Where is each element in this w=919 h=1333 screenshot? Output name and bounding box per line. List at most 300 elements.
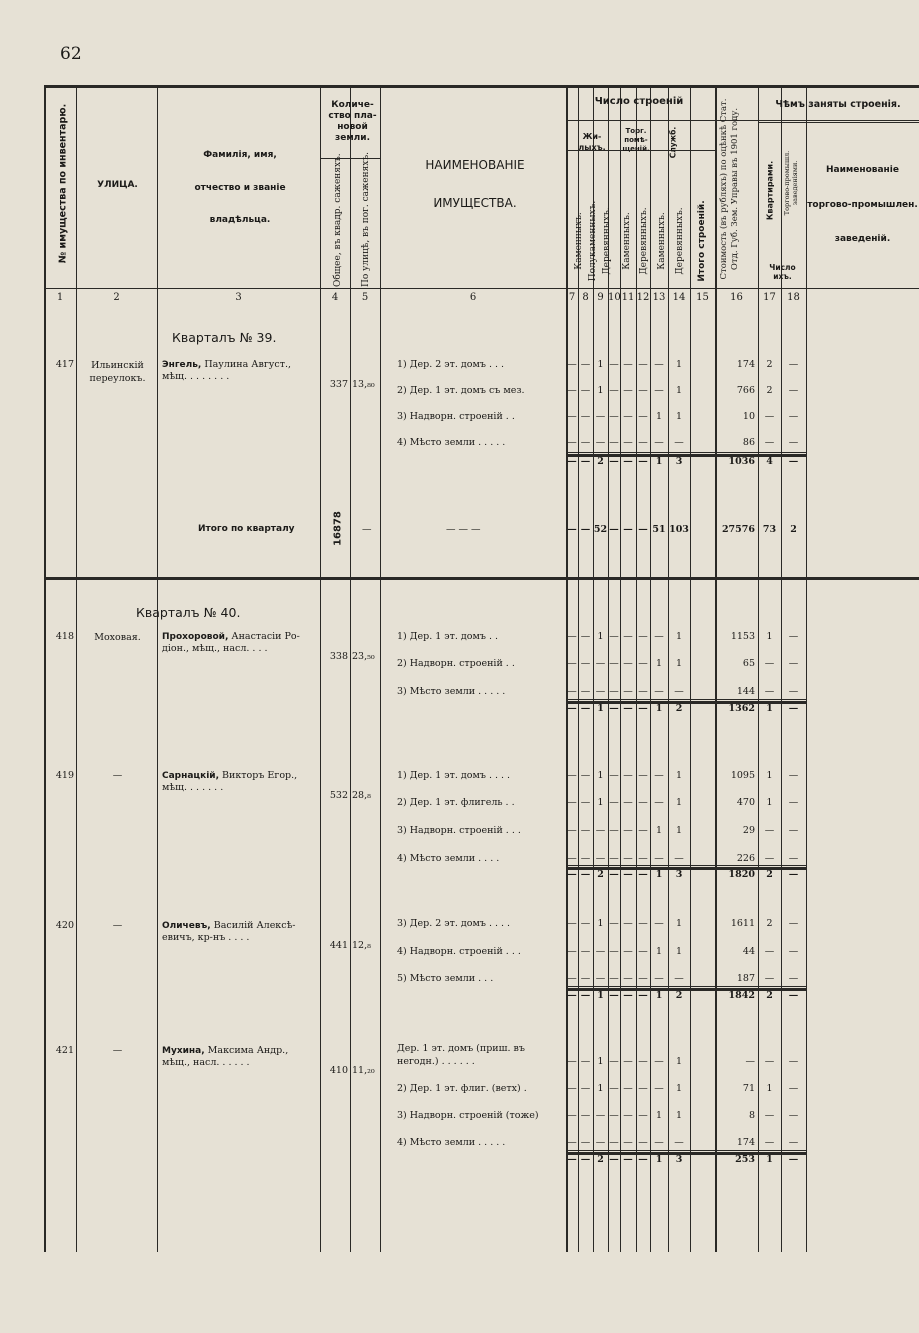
row-r420-item-c8: — bbox=[580, 973, 591, 984]
row-r419-item-c9: — bbox=[595, 853, 606, 864]
row-r417-item-name: 2) Дер. 1 эт. домъ съ мез. bbox=[397, 385, 525, 396]
row-r421-total-c10: — bbox=[609, 1154, 619, 1165]
row-r420-item-c7: — bbox=[567, 946, 577, 957]
quarter-total-land-street: — bbox=[362, 524, 372, 535]
row-r420-number: 420 bbox=[55, 920, 74, 931]
header-c16: Квартирами. bbox=[765, 160, 775, 221]
row-r417-item-c11: — bbox=[623, 437, 633, 448]
column-number: 4 bbox=[331, 292, 339, 303]
row-r419-item-c8: — bbox=[580, 853, 591, 864]
row-r418-item-c8: — bbox=[580, 686, 591, 697]
row-r418-item-c11: — bbox=[623, 631, 633, 642]
header-c18-b: торгово-промышлен. bbox=[807, 200, 918, 210]
grid-line bbox=[320, 85, 321, 1252]
row-r417-street: Ильинскій переулокъ. bbox=[89, 360, 146, 384]
row-r421-item-c16: — bbox=[764, 1110, 775, 1121]
row-r418-item-c7: — bbox=[567, 658, 577, 669]
row-r418-item-c16: — bbox=[764, 686, 775, 697]
row-r417-item-c8: — bbox=[580, 437, 591, 448]
row-r418-item-c8: — bbox=[580, 631, 591, 642]
owner-given-name: Василій Алексѣ- bbox=[210, 920, 296, 931]
row-r418-total-c8: — bbox=[580, 703, 591, 714]
row-r417-item-c13: — bbox=[654, 359, 664, 370]
row-r417-item-c15: 86 bbox=[742, 437, 755, 448]
row-r420-item-c7: — bbox=[567, 973, 577, 984]
row-r417-item-c8: — bbox=[580, 411, 591, 422]
header-trade: Торг. помѣ-щеній. bbox=[622, 127, 650, 153]
row-r418-number: 418 bbox=[55, 631, 74, 642]
row-r418-total-c12: — bbox=[638, 703, 648, 714]
row-r419-item-c13: — bbox=[654, 770, 664, 781]
row-r418-item-c7: — bbox=[567, 686, 577, 697]
row-r420-item-c10: — bbox=[609, 973, 619, 984]
row-r421-total-c7: — bbox=[567, 1154, 577, 1165]
row-r419-item-c8: — bbox=[580, 797, 591, 808]
row-r420-item-c17: — bbox=[788, 946, 799, 957]
row-r420-item-c7: — bbox=[567, 918, 577, 929]
row-r419-total-c11: — bbox=[623, 869, 633, 880]
row-r418-total-c10: — bbox=[609, 703, 619, 714]
row-r418-item-c10: — bbox=[609, 658, 619, 669]
row-r421-total-c17: — bbox=[788, 1154, 799, 1165]
row-r420-item-name: 5) Мѣсто земли . . . bbox=[397, 973, 494, 984]
row-r419-total-c16: 2 bbox=[766, 869, 773, 880]
row-r421-item-c14: 1 bbox=[675, 1083, 683, 1094]
header-property-a: НАИМЕНОВАНІЕ bbox=[425, 158, 525, 172]
header-c14: Итого строеній. bbox=[697, 200, 707, 282]
header-land-total: Общее, въ квадр. саженяхъ. bbox=[333, 153, 343, 287]
row-r420-street: — bbox=[112, 920, 123, 931]
row-r418-item-c8: — bbox=[580, 658, 591, 669]
row-r418-item-c10: — bbox=[609, 631, 619, 642]
row-r421-total-c8: — bbox=[580, 1154, 591, 1165]
row-r417-item-c9: — bbox=[595, 411, 606, 422]
quarter-total-c15: 27576 bbox=[721, 524, 755, 535]
column-number: 11 bbox=[621, 292, 635, 303]
row-r417-item-name: 3) Надворн. строеній . . bbox=[397, 411, 515, 422]
row-r420-total-c9: 1 bbox=[597, 990, 604, 1001]
quarter-total-c16: 73 bbox=[762, 524, 777, 535]
row-r417-item-c15: 10 bbox=[742, 411, 755, 422]
row-r418-owner bbox=[162, 631, 300, 654]
row-r420-item-c11: — bbox=[623, 973, 633, 984]
row-r417-land-total: 337 bbox=[329, 379, 348, 390]
row-r418-item-c10: — bbox=[609, 686, 619, 697]
row-r418-land-street: 23,₅₀ bbox=[352, 651, 375, 662]
row-r417-item-c8: — bbox=[580, 359, 591, 370]
row-r420-item-c13: 1 bbox=[655, 946, 663, 957]
row-r420-item-c17: — bbox=[788, 918, 799, 929]
row-r418-item-c12: — bbox=[638, 658, 648, 669]
owner-given-name: Анастасіи Ро- bbox=[228, 631, 300, 642]
row-r418-land-total: 338 bbox=[329, 651, 348, 662]
row-r420-item-c10: — bbox=[609, 918, 619, 929]
row-r420-total-c15: 1842 bbox=[728, 990, 755, 1001]
column-number: 12 bbox=[636, 292, 650, 303]
row-r419-street: — bbox=[112, 770, 123, 781]
row-r419-owner bbox=[162, 770, 297, 793]
row-r421-item-c12: — bbox=[638, 1137, 648, 1148]
owner-status: діон., мѣщ., насл. . . . bbox=[162, 643, 268, 654]
row-r419-item-c12: — bbox=[638, 770, 648, 781]
row-r419-item-c14: — bbox=[674, 853, 684, 864]
row-r417-item-c16: — bbox=[764, 437, 775, 448]
row-r419-item-c14: 1 bbox=[675, 770, 683, 781]
row-r419-item-c17: — bbox=[788, 825, 799, 836]
row-r419-total-c17: — bbox=[788, 869, 799, 880]
grid-line bbox=[44, 85, 919, 88]
row-r418-item-c13: — bbox=[654, 631, 664, 642]
owner-given-name: Викторъ Егор., bbox=[219, 770, 298, 781]
row-r420-item-c13: — bbox=[654, 918, 664, 929]
row-r419-item-c9: — bbox=[595, 825, 606, 836]
row-r417-item-c15: 174 bbox=[736, 359, 755, 370]
row-r417-item-c16: 2 bbox=[766, 385, 773, 396]
row-r419-item-c11: — bbox=[623, 825, 633, 836]
row-r417-item-c10: — bbox=[609, 359, 619, 370]
row-r420-item-c11: — bbox=[623, 918, 633, 929]
row-r418-item-c15: 65 bbox=[742, 658, 755, 669]
header-owner-b: отчество и званіе bbox=[194, 183, 286, 193]
row-r420-item-c12: — bbox=[638, 918, 648, 929]
column-number: 16 bbox=[730, 292, 743, 303]
row-r418-item-c14: 1 bbox=[675, 658, 683, 669]
row-r417-land-street: 13,₈₀ bbox=[352, 379, 375, 390]
owner-status: мѣщ. . . . . . . . bbox=[162, 371, 230, 382]
header-c17: Торгово-промышл. заведеніями. bbox=[783, 150, 799, 216]
row-r421-land-total: 410 bbox=[329, 1065, 348, 1076]
row-r418-item-c12: — bbox=[638, 686, 648, 697]
row-r419-total-c12: — bbox=[638, 869, 648, 880]
row-r421-item-c13: — bbox=[654, 1056, 664, 1067]
row-r421-item-name: Дер. 1 эт. домъ (приш. въ негодн.) . . . . . . bbox=[397, 1043, 525, 1067]
row-r419-item-c8: — bbox=[580, 825, 591, 836]
row-r421-street: — bbox=[112, 1045, 123, 1056]
quarter-total-c11: — bbox=[623, 524, 633, 535]
row-r419-item-name: 4) Мѣсто земли . . . . bbox=[397, 853, 500, 864]
row-r419-item-c10: — bbox=[609, 853, 619, 864]
row-r421-item-c11: — bbox=[623, 1056, 633, 1067]
column-number: 6 bbox=[469, 292, 477, 303]
header-occupied-group: Чѣмъ заняты строенія. bbox=[775, 99, 901, 110]
column-number: 14 bbox=[672, 292, 686, 303]
header-c9: Деревянныхъ. bbox=[602, 207, 612, 275]
header-owner-a: Фамилія, имя, bbox=[203, 150, 277, 160]
row-r417-total-c10: — bbox=[609, 456, 619, 467]
row-r419-total-c8: — bbox=[580, 869, 591, 880]
row-r419-item-c15: 29 bbox=[742, 825, 755, 836]
row-r420-item-c12: — bbox=[638, 946, 648, 957]
row-r417-item-c8: — bbox=[580, 385, 591, 396]
row-r418-item-c11: — bbox=[623, 686, 633, 697]
row-r419-total-c7: — bbox=[567, 869, 577, 880]
grid-line bbox=[380, 85, 381, 1252]
row-r421-item-c8: — bbox=[580, 1056, 591, 1067]
row-r419-item-c7: — bbox=[567, 825, 577, 836]
row-r419-item-c10: — bbox=[609, 770, 619, 781]
row-r421-item-c10: — bbox=[609, 1110, 619, 1121]
row-r418-total-c14: 2 bbox=[675, 703, 683, 714]
row-r417-item-c7: — bbox=[567, 385, 577, 396]
row-r419-item-c16: 1 bbox=[766, 797, 773, 808]
row-r421-item-c17: — bbox=[788, 1110, 799, 1121]
row-r421-item-name: 2) Дер. 1 эт. флиг. (ветх) . bbox=[397, 1083, 527, 1094]
row-r417-item-c14: 1 bbox=[675, 385, 683, 396]
header-c8: Полукаменныхъ. bbox=[588, 200, 598, 282]
row-r417-item-c13: 1 bbox=[655, 411, 663, 422]
row-r419-land-total: 532 bbox=[329, 790, 348, 801]
row-r420-land-total: 441 bbox=[329, 940, 348, 951]
row-r421-item-c15: — bbox=[745, 1056, 755, 1067]
grid-line bbox=[758, 122, 919, 123]
row-r421-item-c15: 174 bbox=[736, 1137, 755, 1148]
grid-line bbox=[44, 577, 919, 580]
row-r420-item-c14: 1 bbox=[675, 918, 683, 929]
row-r421-total-c16: 1 bbox=[766, 1154, 773, 1165]
column-number: 9 bbox=[597, 292, 604, 303]
quarter-total-label: Итого по кварталу bbox=[198, 524, 295, 534]
row-r420-item-c16: — bbox=[764, 946, 775, 957]
grid-line bbox=[350, 85, 351, 1252]
row-r419-item-c11: — bbox=[623, 853, 633, 864]
row-r419-item-c15: 470 bbox=[736, 797, 755, 808]
row-r421-number: 421 bbox=[55, 1045, 74, 1056]
column-number: 3 bbox=[235, 292, 242, 303]
row-r421-item-c16: — bbox=[764, 1137, 775, 1148]
row-r418-item-c17: — bbox=[788, 686, 799, 697]
row-r420-item-c8: — bbox=[580, 946, 591, 957]
row-r420-total-c11: — bbox=[623, 990, 633, 1001]
row-r417-total-c13: 1 bbox=[655, 456, 663, 467]
row-r420-item-c16: — bbox=[764, 973, 775, 984]
row-r421-total-c13: 1 bbox=[655, 1154, 663, 1165]
row-r421-item-c10: — bbox=[609, 1137, 619, 1148]
row-r421-total-c9: 2 bbox=[597, 1154, 604, 1165]
row-r417-total-c7: — bbox=[567, 456, 577, 467]
row-r421-item-c10: — bbox=[609, 1083, 619, 1094]
header-buildings-group: Число строеній bbox=[594, 96, 684, 107]
row-r421-item-c13: — bbox=[654, 1083, 664, 1094]
row-r421-item-c7: — bbox=[567, 1083, 577, 1094]
grid-line bbox=[44, 288, 919, 289]
row-r420-item-name: 3) Дер. 2 эт. домъ . . . . bbox=[397, 918, 511, 929]
owner-given-name: Паулина Август., bbox=[201, 359, 292, 370]
row-r418-item-c9: — bbox=[595, 686, 606, 697]
row-r418-item-c14: — bbox=[674, 686, 684, 697]
grid-line bbox=[806, 85, 807, 1252]
row-r421-item-c7: — bbox=[567, 1110, 577, 1121]
row-r420-total-c12: — bbox=[638, 990, 648, 1001]
column-number: 10 bbox=[608, 292, 621, 303]
row-r417-item-c13: — bbox=[654, 437, 664, 448]
row-r417-item-name: 4) Мѣсто земли . . . . . bbox=[397, 437, 506, 448]
row-r419-total-c10: — bbox=[609, 869, 619, 880]
row-r417-total-c8: — bbox=[580, 456, 591, 467]
row-r417-item-c13: — bbox=[654, 385, 664, 396]
row-r418-item-c16: 1 bbox=[766, 631, 773, 642]
row-r419-number: 419 bbox=[55, 770, 74, 781]
row-r417-item-c11: — bbox=[623, 385, 633, 396]
row-r421-item-c16: 1 bbox=[766, 1083, 773, 1094]
row-r418-total-c15: 1362 bbox=[728, 703, 755, 714]
header-service: Служб. bbox=[668, 126, 678, 159]
row-r421-item-c8: — bbox=[580, 1137, 591, 1148]
block-title-40: Кварталъ № 40. bbox=[136, 605, 241, 620]
row-r421-total-c12: — bbox=[638, 1154, 648, 1165]
quarter-total-c8: — bbox=[580, 524, 591, 535]
row-r421-item-c16: — bbox=[764, 1056, 775, 1067]
owner-surname: Энгель, bbox=[162, 360, 202, 370]
row-r420-item-c15: 187 bbox=[736, 973, 755, 984]
row-r421-land-street: 11,₂₀ bbox=[352, 1065, 375, 1076]
grid-line bbox=[157, 85, 158, 1252]
row-r419-item-c15: 1095 bbox=[730, 770, 755, 781]
row-r419-item-c17: — bbox=[788, 797, 799, 808]
header-c7: Каменныхъ. bbox=[574, 212, 584, 270]
row-r419-item-c10: — bbox=[609, 797, 619, 808]
row-r421-total-c14: 3 bbox=[675, 1154, 683, 1165]
owner-surname: Мухина, bbox=[162, 1046, 205, 1056]
row-r420-total-c10: — bbox=[609, 990, 619, 1001]
row-r421-item-c9: 1 bbox=[597, 1056, 604, 1067]
header-c18-c: заведеній. bbox=[834, 234, 891, 244]
row-r417-total-c12: — bbox=[638, 456, 648, 467]
page-number: 62 bbox=[60, 44, 82, 64]
row-r418-item-c13: — bbox=[654, 686, 664, 697]
row-r421-item-c12: — bbox=[638, 1083, 648, 1094]
grid-line bbox=[566, 120, 919, 121]
row-r417-item-c17: — bbox=[788, 385, 799, 396]
row-r421-item-c14: — bbox=[674, 1137, 684, 1148]
row-r421-item-c9: — bbox=[595, 1137, 606, 1148]
row-r417-item-c17: — bbox=[788, 359, 799, 370]
row-r419-item-c11: — bbox=[623, 770, 633, 781]
row-r420-item-c14: 1 bbox=[675, 946, 683, 957]
row-r418-item-c9: 1 bbox=[597, 631, 604, 642]
column-number: 15 bbox=[696, 292, 709, 303]
row-r419-item-c12: — bbox=[638, 853, 648, 864]
row-r419-item-c7: — bbox=[567, 770, 577, 781]
row-r421-item-c11: — bbox=[623, 1110, 633, 1121]
row-r417-item-c12: — bbox=[638, 411, 648, 422]
row-r418-item-c17: — bbox=[788, 658, 799, 669]
grid-line bbox=[566, 699, 806, 700]
row-r419-total-c14: 3 bbox=[675, 869, 683, 880]
row-r419-item-c16: — bbox=[764, 825, 775, 836]
row-r420-item-c13: — bbox=[654, 973, 664, 984]
column-number: 5 bbox=[361, 292, 369, 303]
row-r417-item-c15: 766 bbox=[736, 385, 755, 396]
row-r420-item-c9: 1 bbox=[597, 918, 604, 929]
row-r419-item-c9: 1 bbox=[597, 770, 604, 781]
row-r418-total-c17: — bbox=[788, 703, 799, 714]
row-r421-total-c15: 253 bbox=[735, 1154, 755, 1165]
row-r421-total-c11: — bbox=[623, 1154, 633, 1165]
row-r419-item-c13: — bbox=[654, 853, 664, 864]
row-r417-item-c16: 2 bbox=[766, 359, 773, 370]
row-r417-item-c7: — bbox=[567, 359, 577, 370]
column-number: 7 bbox=[568, 292, 576, 303]
row-r420-item-c10: — bbox=[609, 946, 619, 957]
row-r417-item-c12: — bbox=[638, 385, 648, 396]
row-r421-item-name: 4) Мѣсто земли . . . . . bbox=[397, 1137, 506, 1148]
grid-line bbox=[44, 85, 46, 1252]
column-number: 18 bbox=[787, 292, 800, 303]
row-r419-item-c17: — bbox=[788, 770, 799, 781]
row-r421-item-c11: — bbox=[623, 1137, 633, 1148]
column-number: 17 bbox=[763, 292, 776, 303]
row-r417-item-name: 1) Дер. 2 эт. домъ . . . bbox=[397, 359, 505, 370]
row-r417-item-c14: 1 bbox=[675, 411, 683, 422]
header-c10: Каменныхъ. bbox=[622, 212, 632, 270]
quarter-total-land: 16878 bbox=[332, 511, 344, 546]
column-number: 2 bbox=[113, 292, 120, 303]
row-r417-item-c14: 1 bbox=[675, 359, 683, 370]
row-r417-total-c16: 4 bbox=[766, 456, 773, 467]
row-r420-total-c13: 1 bbox=[655, 990, 663, 1001]
row-r418-item-c9: — bbox=[595, 658, 606, 669]
header-c11: Деревянныхъ. bbox=[639, 207, 649, 275]
row-r417-item-c7: — bbox=[567, 437, 577, 448]
row-r417-item-c10: — bbox=[609, 411, 619, 422]
row-r421-item-c12: — bbox=[638, 1110, 648, 1121]
owner-status: мѣщ. . . . . . . bbox=[162, 782, 224, 793]
row-r421-item-c17: — bbox=[788, 1083, 799, 1094]
row-r417-total-c15: 1036 bbox=[728, 456, 755, 467]
quarter-total-name: — — — bbox=[446, 524, 481, 535]
row-r417-total-c14: 3 bbox=[675, 456, 683, 467]
row-r419-land-street: 28,₈ bbox=[352, 790, 371, 801]
quarter-total-c9: 52 bbox=[593, 524, 608, 535]
row-r419-item-c8: — bbox=[580, 770, 591, 781]
row-r419-item-c11: — bbox=[623, 797, 633, 808]
row-r419-item-c7: — bbox=[567, 853, 577, 864]
row-r421-item-c9: 1 bbox=[597, 1083, 604, 1094]
row-r418-item-c15: 1153 bbox=[730, 631, 755, 642]
row-r421-item-c8: — bbox=[580, 1110, 591, 1121]
row-r420-item-c16: 2 bbox=[766, 918, 773, 929]
row-r419-item-c9: 1 bbox=[597, 797, 604, 808]
row-r417-item-c14: — bbox=[674, 437, 684, 448]
row-r418-item-c14: 1 bbox=[675, 631, 683, 642]
header-owner-c: владѣльца. bbox=[209, 215, 271, 225]
header-count-label: Число ихъ. bbox=[769, 263, 796, 281]
row-r421-item-c15: 71 bbox=[742, 1083, 755, 1094]
header-street: УЛИЦА. bbox=[97, 180, 138, 190]
quarter-total-c13: 51 bbox=[652, 524, 666, 535]
header-c15: Стоимость (въ рубляхъ) по оцѣнкѣ Стат. Отд. Губ. Зем. Управы въ 1901 году. bbox=[719, 98, 740, 280]
row-r421-item-c17: — bbox=[788, 1137, 799, 1148]
row-r419-total-c9: 2 bbox=[597, 869, 604, 880]
row-r421-item-c17: — bbox=[788, 1056, 799, 1067]
quarter-total-c14: 103 bbox=[669, 524, 689, 535]
row-r419-total-c13: 1 bbox=[655, 869, 663, 880]
row-r420-total-c16: 2 bbox=[766, 990, 773, 1001]
row-r421-item-c12: — bbox=[638, 1056, 648, 1067]
row-r419-item-name: 1) Дер. 1 эт. домъ . . . . bbox=[397, 770, 511, 781]
row-r420-item-c9: — bbox=[595, 973, 606, 984]
row-r419-item-name: 2) Дер. 1 эт. флигель . . bbox=[397, 797, 515, 808]
row-r419-item-c13: — bbox=[654, 797, 664, 808]
row-r417-total-c9: 2 bbox=[597, 456, 604, 467]
row-r418-item-c17: — bbox=[788, 631, 799, 642]
row-r421-item-name: 3) Надворн. строеній (тоже) bbox=[397, 1110, 539, 1121]
grid-line bbox=[566, 865, 806, 866]
quarter-total-c7: — bbox=[567, 524, 577, 535]
column-number: 1 bbox=[56, 292, 64, 303]
column-number: 8 bbox=[582, 292, 589, 303]
row-r420-item-c15: 1611 bbox=[730, 918, 755, 929]
